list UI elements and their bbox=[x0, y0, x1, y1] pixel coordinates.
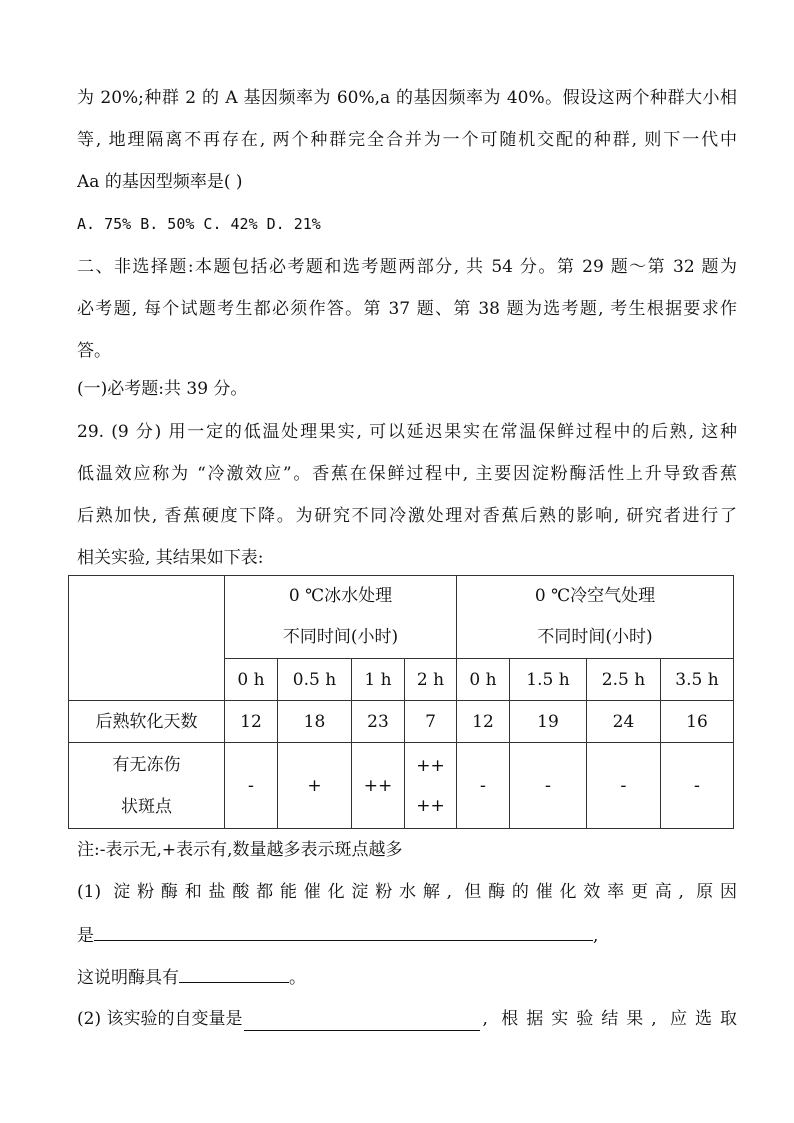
group2-title: 0 ℃冷空气处理 bbox=[457, 576, 734, 617]
group2-subtitle: 不同时间(小时) bbox=[457, 617, 734, 659]
row-label-softening-days: 后熟软化天数 bbox=[69, 701, 225, 743]
q28-text-line-3: Aa 的基因型频率是( ) bbox=[77, 172, 243, 192]
q29-text-line-2: 低温效应称为 “冷激效应”。香蕉在保鲜过程中, 主要因淀粉酶活性上升导致香蕉 bbox=[77, 464, 737, 484]
table-cell: 16 bbox=[661, 701, 734, 743]
table-cell: - bbox=[661, 743, 734, 829]
cell-line-2: ++ bbox=[416, 795, 445, 816]
results-table bbox=[68, 575, 734, 829]
group1-title: 0 ℃冰水处理 bbox=[225, 576, 457, 617]
time-header: 1.5 h bbox=[510, 659, 587, 701]
table-note: 注:-表示无,+表示有,数量越多表示斑点越多 bbox=[77, 840, 403, 860]
answer-blank-reason[interactable] bbox=[94, 922, 593, 941]
row-label-frost-spots bbox=[69, 743, 225, 829]
q2-text-line bbox=[77, 1007, 737, 1031]
q28-text-line-1: 为 20%;种群 2 的 A 基因频率为 60%,a 的基因频率为 40%。假设这两个种群大小相 bbox=[77, 88, 737, 108]
time-header: 1 h bbox=[352, 659, 405, 701]
time-header: 0.5 h bbox=[278, 659, 352, 701]
table-cell: 23 bbox=[352, 701, 405, 743]
time-header: 2.5 h bbox=[587, 659, 661, 701]
table-cell: 24 bbox=[587, 701, 661, 743]
q29-text-line-4: 相关实验, 其结果如下表: bbox=[77, 548, 264, 568]
section-two-line-2: 必考题, 每个试题考生都必须作答。第 37 题、第 38 题为选考题, 考生根据要求作 bbox=[77, 299, 737, 319]
row-label-line-1: 有无冻伤 bbox=[112, 754, 181, 775]
q1-line3-prefix: 这说明酶具有 bbox=[77, 968, 179, 988]
group1-subtitle: 不同时间(小时) bbox=[225, 617, 457, 659]
table-cell: - bbox=[457, 743, 510, 829]
table-cell: - bbox=[225, 743, 278, 829]
cell-line-1: ++ bbox=[416, 755, 445, 776]
q1-line2-prefix: 是 bbox=[77, 926, 94, 946]
q1-text-line-1: (1) 淀粉酶和盐酸都能催化淀粉水解, 但酶的催化效率更高, 原因 bbox=[77, 882, 737, 902]
q1-line2-suffix: , bbox=[593, 926, 599, 946]
time-header: 0 h bbox=[225, 659, 278, 701]
section-two-line-3: 答。 bbox=[77, 341, 111, 361]
q29-text-line-3: 后熟加快, 香蕉硬度下降。为研究不同冷激处理对香蕉后熟的影响, 研究者进行了 bbox=[77, 506, 737, 526]
q2-prefix: (2) 该实验的自变量是 bbox=[77, 1009, 243, 1029]
table-cell: 19 bbox=[510, 701, 587, 743]
row-label-line-2: 状斑点 bbox=[121, 796, 172, 817]
table-cell: 12 bbox=[457, 701, 510, 743]
q28-options: A. 75% B. 50% C. 42% D. 21% bbox=[77, 215, 321, 233]
q29-text-line-1: 29. (9 分) 用一定的低温处理果实, 可以延迟果实在常温保鲜过程中的后熟, 这种 bbox=[77, 422, 737, 442]
table-cell bbox=[405, 743, 457, 829]
time-header: 3.5 h bbox=[661, 659, 734, 701]
answer-blank-variable[interactable] bbox=[244, 1012, 480, 1031]
table-cell: + bbox=[278, 743, 352, 829]
table-cell: 12 bbox=[225, 701, 278, 743]
table-cell: 7 bbox=[405, 701, 457, 743]
table-cell: 18 bbox=[278, 701, 352, 743]
q1-text-line-2 bbox=[77, 922, 737, 948]
q2-suffix: , 根据实验结果, 应选取 bbox=[482, 1009, 737, 1029]
table-corner-cell bbox=[69, 576, 225, 701]
answer-blank-property[interactable] bbox=[179, 964, 289, 983]
time-header: 0 h bbox=[457, 659, 510, 701]
part-one-heading: (一)必考题:共 39 分。 bbox=[77, 379, 248, 399]
q28-text-line-2: 等, 地理隔离不再存在, 两个种群完全合并为一个可随机交配的种群, 则下一代中 bbox=[77, 130, 737, 150]
q1-text-line-3 bbox=[77, 964, 737, 990]
section-two-line-1: 二、非选择题:本题包括必考题和选考题两部分, 共 54 分。第 29 题～第 32 题为 bbox=[77, 257, 737, 277]
table-cell: - bbox=[510, 743, 587, 829]
q1-line3-suffix: 。 bbox=[289, 968, 306, 988]
time-header: 2 h bbox=[405, 659, 457, 701]
table-cell: - bbox=[587, 743, 661, 829]
table-cell: ++ bbox=[352, 743, 405, 829]
